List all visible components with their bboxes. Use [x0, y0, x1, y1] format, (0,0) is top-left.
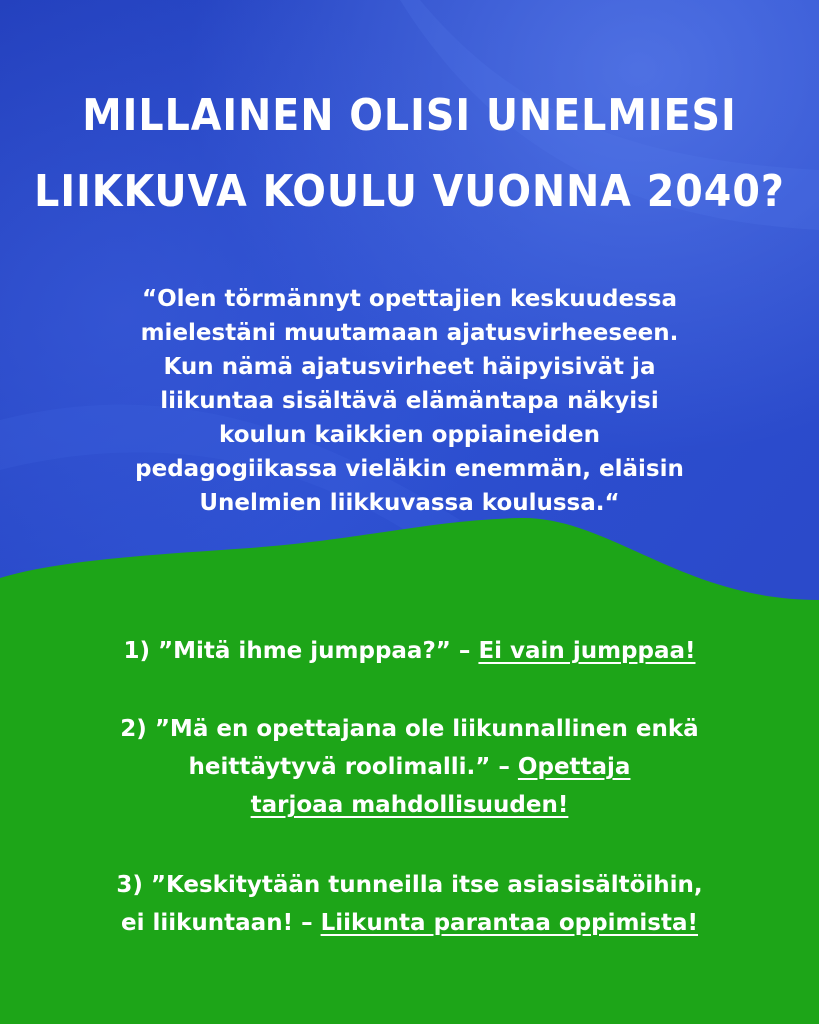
quote-line: mielestäni muutamaan ajatusvirheeseen.	[140, 320, 679, 346]
quote-line: liikuntaa sisältävä elämäntapa näkyisi	[160, 388, 659, 414]
item-1-statement: 1) ”Mitä ihme jumppaa?” –	[123, 638, 479, 664]
quote-line: Unelmien liikkuvassa koulussa.“	[199, 490, 620, 516]
item-2-answer-line-1: Opettaja	[517, 754, 631, 780]
quote-line: koulun kaikkien oppiaineiden	[219, 422, 600, 448]
item-3-statement-line-2: ei liikuntaan! –	[120, 910, 321, 936]
item-2-answer-line-2: tarjoaa mahdollisuuden!	[250, 792, 569, 818]
item-2-statement-line-1: 2) ”Mä en opettajana ole liikunnallinen enkä	[120, 716, 699, 742]
item-2-statement-line-2: heittäytyvä roolimalli.” –	[188, 754, 518, 780]
quote-line: pedagogiikassa vieläkin enemmän, eläisin	[135, 456, 684, 482]
item-3-answer: Liikunta parantaa oppimista!	[320, 910, 699, 936]
item-1	[40, 632, 779, 670]
item-1-answer: Ei vain jumppaa!	[478, 638, 696, 664]
quote-block	[60, 282, 759, 520]
quote-line: “Olen törmännyt opettajien keskuudessa	[142, 286, 677, 312]
title-line-2: LIIKKUVA KOULU VUONNA 2040?	[34, 166, 785, 217]
title-line-1: MILLAINEN OLISI UNELMIESI	[82, 90, 737, 141]
item-2	[40, 710, 779, 824]
item-3	[40, 866, 779, 942]
quote-line: Kun nämä ajatusvirheet häipyisivät ja	[163, 354, 656, 380]
item-3-statement-line-1: 3) ”Keskitytään tunneilla itse asiasisältöihin,	[116, 872, 703, 898]
